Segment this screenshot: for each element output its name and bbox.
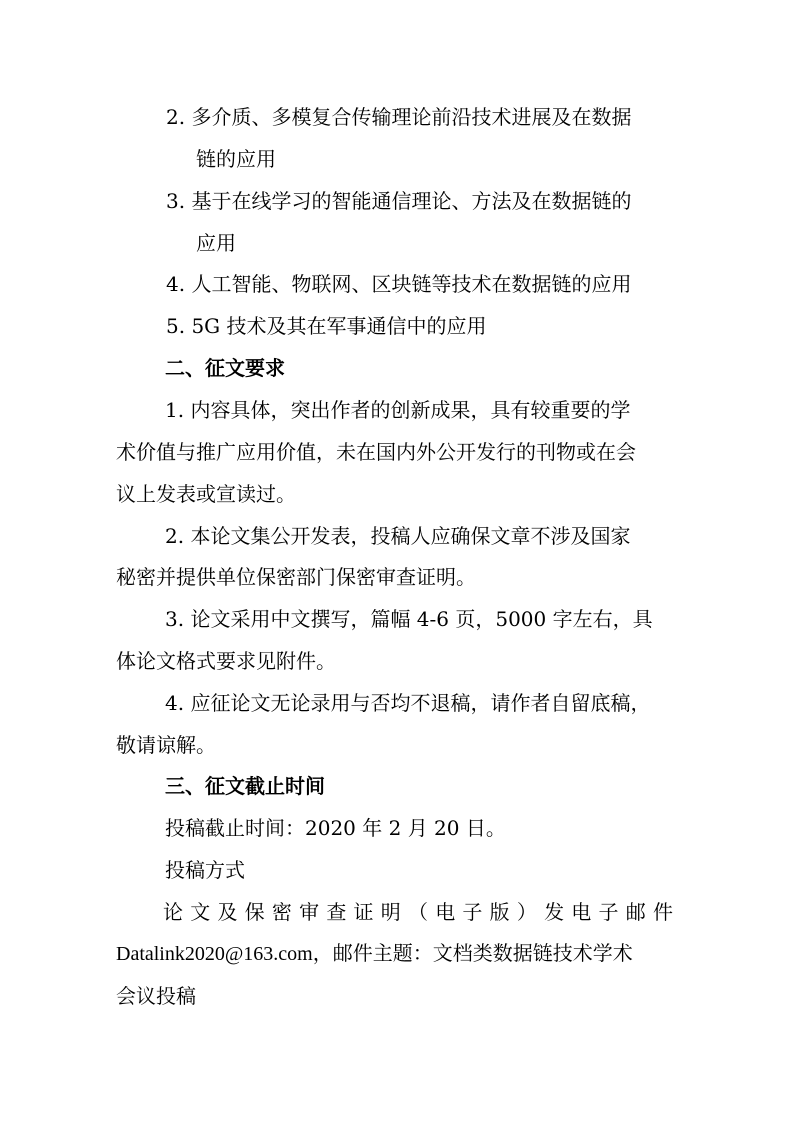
- method-char: 保: [244, 900, 265, 924]
- submission-deadline: 投稿截止时间：2020 年 2 月 20 日。: [165, 816, 506, 840]
- method-char: 论: [163, 900, 183, 924]
- list-item-5: 5. 5G 技术及其在军事通信中的应用: [166, 314, 487, 338]
- submission-method-line-3: 会议投稿: [116, 984, 196, 1008]
- list-item-4: 4. 人工智能、物联网、区块链等技术在数据链的应用: [166, 272, 632, 296]
- method-char: 查: [326, 900, 347, 924]
- requirement-1-line-2: 术价值与推广应用价值，未在国内外公开发行的刊物或在会: [116, 440, 636, 464]
- method-char: 电: [435, 900, 456, 924]
- method-char: 发: [544, 900, 565, 924]
- method-char: 明: [380, 900, 401, 924]
- requirement-1-line-1: 1. 内容具体，突出作者的创新成果，具有较重要的学: [165, 398, 631, 422]
- section-heading-deadline: 三、征文截止时间: [165, 774, 325, 798]
- requirement-4-line-1: 4. 应征论文无论录用与否均不退稿，请作者自留底稿，: [165, 691, 651, 715]
- method-char: 子: [598, 900, 619, 924]
- method-char: 电: [571, 900, 592, 924]
- method-char: 件: [652, 900, 673, 924]
- submission-method-label: 投稿方式: [165, 858, 245, 882]
- requirement-3-line-2: 体论文格式要求见附件。: [116, 649, 336, 673]
- requirement-3-line-1: 3. 论文采用中文撰写，篇幅 4-6 页，5000 字左右，具: [165, 607, 653, 631]
- method-char: 密: [271, 900, 292, 924]
- method-char: 子: [462, 900, 483, 924]
- method-char: 文: [190, 900, 211, 924]
- method-char: 版: [489, 900, 510, 924]
- requirement-2-line-1: 2. 本论文集公开发表，投稿人应确保文章不涉及国家: [165, 524, 631, 548]
- requirement-4-line-2: 敬请谅解。: [116, 733, 216, 757]
- list-item-3-line-1: 3. 基于在线学习的智能通信理论、方法及在数据链的: [166, 189, 632, 213]
- method-char: 邮: [625, 900, 646, 924]
- section-heading-requirements: 二、征文要求: [165, 356, 285, 380]
- list-item-2-line-2: 链的应用: [196, 147, 276, 171]
- method-char: 证: [353, 900, 374, 924]
- method-char: 及: [217, 900, 238, 924]
- list-item-2-line-1: 2. 多介质、多模复合传输理论前沿技术进展及在数据: [166, 105, 632, 129]
- method-char: 审: [299, 900, 320, 924]
- submission-method-line-1: [163, 898, 673, 926]
- submission-method-line-2: Datalink2020@163.com，邮件主题：文档类数据链技术学术: [116, 943, 633, 965]
- method-char: （: [407, 900, 428, 924]
- list-item-3-line-2: 应用: [196, 231, 236, 255]
- requirement-1-line-3: 议上发表或宣读过。: [116, 482, 296, 506]
- requirement-2-line-2: 秘密并提供单位保密部门保密审查证明。: [116, 565, 476, 589]
- method-char: ）: [516, 900, 537, 924]
